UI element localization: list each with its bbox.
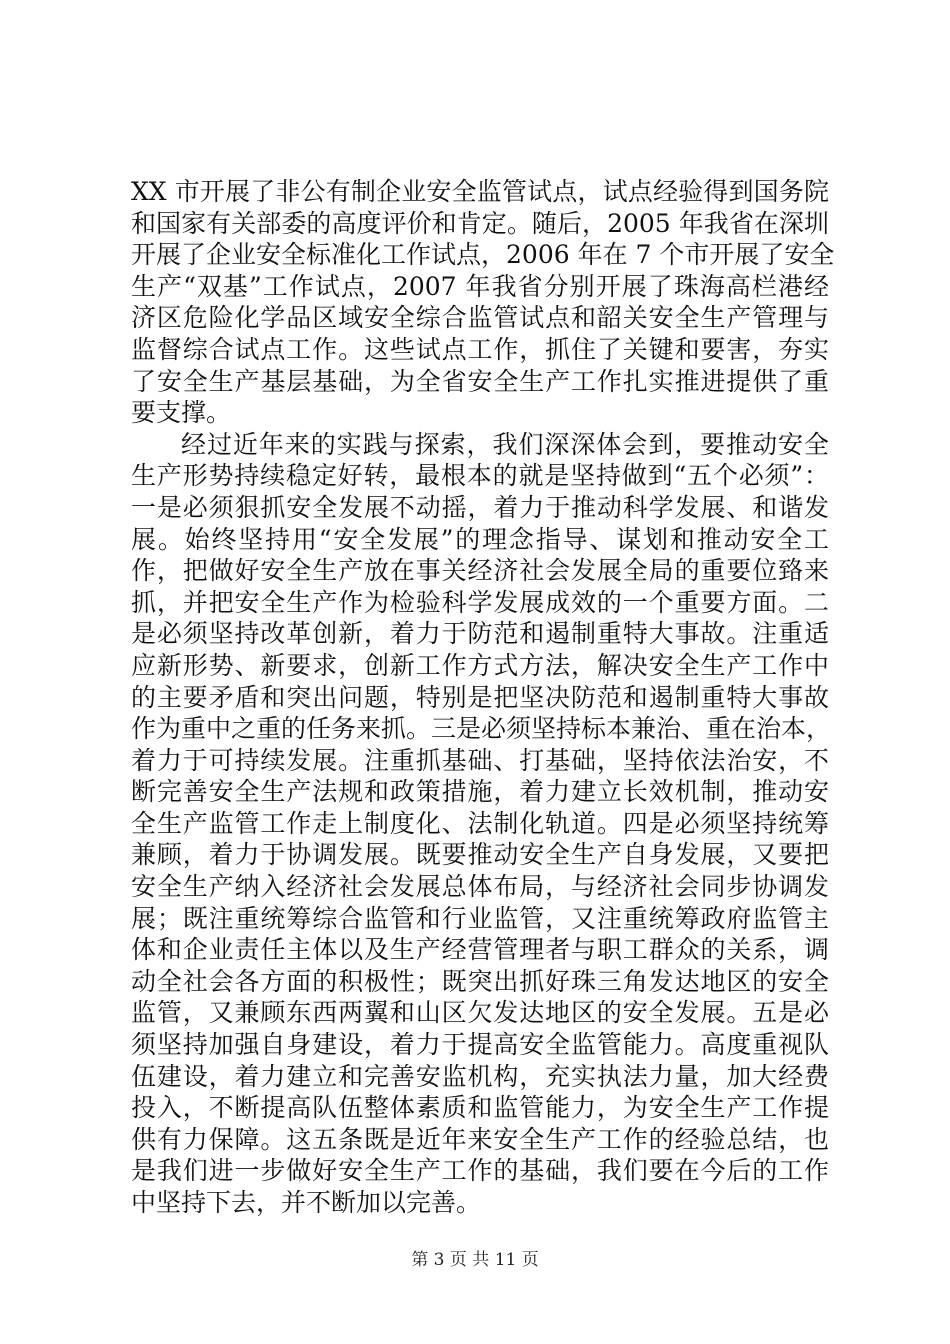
paragraph-2-line: 应新形势、新要求，创新工作方式方法，解决安全生产工作中 <box>131 650 829 680</box>
paragraph-2-line: 体和企业责任主体以及生产经营管理者与职工群众的关系，调 <box>131 935 829 965</box>
paragraph-2-line: 供有力保障。这五条既是近年来安全生产工作的经验总结，也 <box>131 1124 829 1154</box>
paragraph-2-line: 投入，不断提高队伍整体素质和监管能力，为安全生产工作提 <box>131 1093 829 1123</box>
paragraph-1-line: XX 市开展了非公有制企业安全监管试点，试点经验得到国务院 <box>131 177 829 206</box>
paragraph-2-line: 是必须坚持改革创新，着力于防范和遏制重特大事故。注重适 <box>131 619 829 649</box>
paragraph-2-line: 一是必须狠抓安全发展不动摇，着力于推动科学发展、和谐发 <box>131 492 829 522</box>
paragraph-2-line: 监管，又兼顾东西两翼和山区欠发达地区的安全发展。五是必 <box>131 998 829 1028</box>
paragraph-2-line: 兼顾，着力于协调发展。既要推动安全生产自身发展，又要把 <box>131 840 829 870</box>
paragraph-2-line: 作，把做好安全生产放在事关经济社会发展全局的重要位臵来 <box>131 556 829 586</box>
paragraph-2-line: 动全社会各方面的积极性；既突出抓好珠三角发达地区的安全 <box>131 966 829 996</box>
paragraph-2-line: 的主要矛盾和突出问题，特别是把坚决防范和遏制重特大事故 <box>131 682 829 712</box>
paragraph-2-line: 着力于可持续发展。注重抓基础、打基础，坚持依法治安，不 <box>131 745 829 775</box>
paragraph-2-line: 展。始终坚持用“安全发展”的理念指导、谋划和推动安全工 <box>131 524 829 554</box>
paragraph-2-line: 断完善安全生产法规和政策措施，着力建立长效机制，推动安 <box>131 777 829 807</box>
paragraph-1-line: 生产“双基”工作试点，2007 年我省分别开展了珠海高栏港经 <box>131 271 829 301</box>
paragraph-1-line: 济区危险化学品区域安全综合监管试点和韶关安全生产管理与 <box>131 303 829 333</box>
paragraph-2-line: 中坚持下去，并不断加以完善。 <box>131 1188 482 1217</box>
paragraph-2-line: 安全生产纳入经济社会发展总体布局，与经济社会同步协调发 <box>131 872 829 902</box>
paragraph-1-line: 要支撑。 <box>131 398 232 428</box>
paragraph-1-line: 监督综合试点工作。这些试点工作，抓住了关键和要害，夯实 <box>131 334 829 364</box>
paragraph-2-line: 全生产监管工作走上制度化、法制化轨道。四是必须坚持统筹 <box>131 808 829 838</box>
paragraph-2-line: 经过近年来的实践与探索，我们深深体会到，要推动安全 <box>181 429 829 459</box>
page-footer: 第 3 页 共 11 页 <box>411 1250 539 1270</box>
paragraph-2-line: 生产形势持续稳定好转，最根本的就是坚持做到“五个必须”： <box>131 461 829 491</box>
paragraph-1-line: 开展了企业安全标准化工作试点，2006 年在 7 个市开展了安全 <box>131 240 835 270</box>
paragraph-2-line: 作为重中之重的任务来抓。三是必须坚持标本兼治、重在治本， <box>131 714 832 744</box>
paragraph-2-line: 是我们进一步做好安全生产工作的基础，我们要在今后的工作 <box>131 1156 829 1186</box>
paragraph-2-line: 须坚持加强自身建设，着力于提高安全监管能力。高度重视队 <box>131 1030 829 1060</box>
paragraph-1-line: 和国家有关部委的高度评价和肯定。随后，2005 年我省在深圳 <box>131 208 829 238</box>
paragraph-2-line: 抓，并把安全生产作为检验科学发展成效的一个重要方面。二 <box>131 587 829 617</box>
body-text <box>131 176 835 1219</box>
paragraph-1-line: 了安全生产基层基础，为全省安全生产工作扎实推进提供了重 <box>131 366 829 396</box>
paragraph-2-line: 伍建设，着力建立和完善安监机构，充实执法力量，加大经费 <box>131 1061 829 1091</box>
paragraph-2-line: 展；既注重统筹综合监管和行业监管，又注重统筹政府监管主 <box>131 903 829 933</box>
